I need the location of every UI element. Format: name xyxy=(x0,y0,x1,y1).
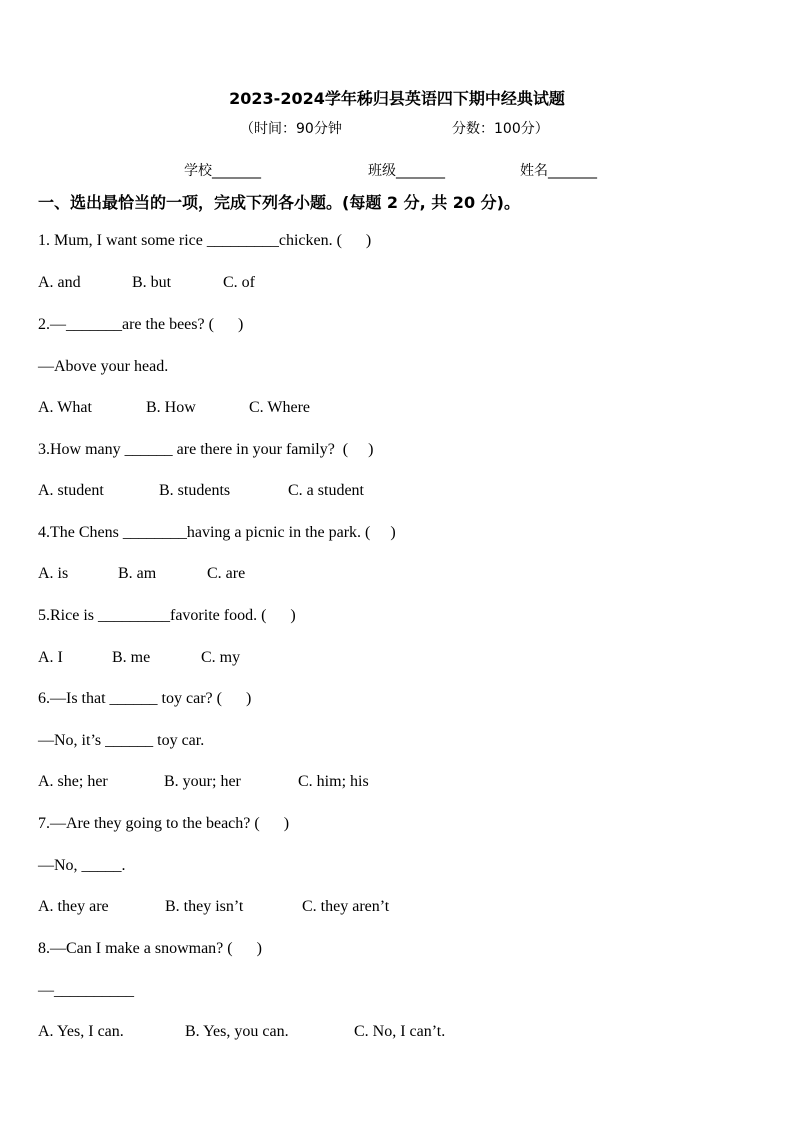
question-7-option-c: C. they aren’t xyxy=(302,898,390,915)
exam-title: 2023-2024学年秭归县英语四下期中经典试题 xyxy=(229,89,565,108)
question-6-stem: 6.—Is that ______ toy car? ( ) xyxy=(38,690,252,707)
question-6-option-a: A. she; her xyxy=(38,773,108,790)
question-2-option-b: B. How xyxy=(146,399,196,416)
name-field: 姓名_______ xyxy=(520,163,597,179)
question-4-option-a: A. is xyxy=(38,565,69,582)
question-5-stem: 5.Rice is _________favorite food. ( ) xyxy=(38,607,296,624)
question-6-answer-line: —No, it’s ______ toy car. xyxy=(38,732,205,749)
question-7-option-a: A. they are xyxy=(38,898,109,915)
question-3-option-a: A. student xyxy=(38,482,104,499)
question-3-option-b: B. students xyxy=(159,482,231,499)
question-2-option-c: C. Where xyxy=(249,399,311,416)
question-1-option-a: A. and xyxy=(38,274,81,291)
question-5-option-b: B. me xyxy=(112,649,151,666)
section-heading: 一、选出最恰当的一项，完成下列各小题。(每题 2 分, 共 20 分)。 xyxy=(38,193,520,212)
question-5-option-a: A. I xyxy=(38,649,63,666)
question-2-stem: 2.—_______are the bees? ( ) xyxy=(38,316,244,333)
class-field: 班级_______ xyxy=(368,163,445,179)
question-3-option-c: C. a student xyxy=(288,482,364,499)
question-5-option-c: C. my xyxy=(201,649,241,666)
question-6-option-b: B. your; her xyxy=(164,773,241,790)
question-8-answer-line: —__________ xyxy=(38,982,134,999)
question-3-stem: 3.How many ______ are there in your family? ( ) xyxy=(38,441,374,458)
question-8-stem: 8.—Can I make a snowman? ( ) xyxy=(38,940,262,957)
question-1-option-c: C. of xyxy=(223,274,255,291)
question-1-option-b: B. but xyxy=(132,274,172,291)
question-4-option-b: B. am xyxy=(118,565,157,582)
exam-score: 分数：100分） xyxy=(452,121,549,137)
question-8-option-a: A. Yes, I can. xyxy=(38,1023,124,1040)
question-4-option-c: C. are xyxy=(207,565,246,582)
question-6-option-c: C. him; his xyxy=(298,773,369,790)
question-2-option-a: A. What xyxy=(38,399,92,416)
question-7-stem: 7.—Are they going to the beach? ( ) xyxy=(38,815,290,832)
exam-time: （时间：90分钟 xyxy=(240,121,342,137)
question-7-option-b: B. they isn’t xyxy=(165,898,244,915)
question-1-stem: 1. Mum, I want some rice _________chicken. ( ) xyxy=(38,232,372,249)
question-8-option-b: B. Yes, you can. xyxy=(185,1023,289,1040)
question-7-answer-line: —No, _____. xyxy=(38,857,126,874)
question-4-stem: 4.The Chens ________having a picnic in the park. ( ) xyxy=(38,524,396,541)
school-field: 学校_______ xyxy=(184,163,261,179)
question-2-answer-line: —Above your head. xyxy=(38,358,169,375)
question-8-option-c: C. No, I can’t. xyxy=(354,1023,446,1040)
